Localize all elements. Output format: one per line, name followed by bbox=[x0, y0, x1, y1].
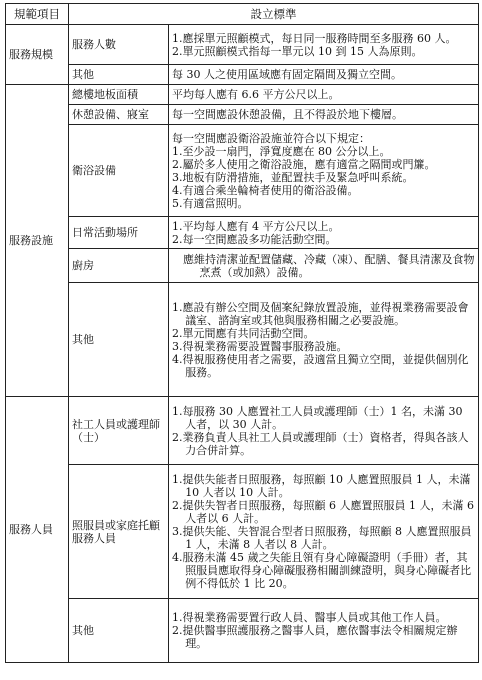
table-row bbox=[6, 249, 479, 283]
standard-cell bbox=[169, 599, 479, 663]
item-cell: 照服員或家庭托顧服務人員 bbox=[69, 465, 169, 599]
standard-line: 1.應採單元照顧模式，每日同一服務時間至多服務 60 人。 bbox=[172, 31, 457, 45]
standard-cell bbox=[169, 25, 479, 65]
standard-cell bbox=[169, 397, 479, 465]
standard-line: 應維持清潔並配置儲藏、冷藏（凍）、配膳、餐具清潔及食物烹煮（或加熱）設備。 bbox=[183, 252, 475, 279]
standard-line: 平均每人應有 6.6 平方公尺以上。 bbox=[172, 88, 340, 101]
header-standard: 設立標準 bbox=[69, 4, 479, 25]
table-row bbox=[6, 397, 479, 465]
category-cell: 服務人員 bbox=[6, 397, 69, 663]
standard-line: 2.屬於多人使用之衛浴設施，應有適當之隔間或門簾。 bbox=[172, 157, 436, 171]
item-cell: 其他 bbox=[69, 283, 169, 397]
table-row bbox=[6, 25, 479, 65]
item-cell: 其他 bbox=[69, 599, 169, 663]
standard-line: 1.平均每人應有 4 平方公尺以上。 bbox=[172, 219, 340, 233]
item-cell: 日常活動場所 bbox=[69, 217, 169, 249]
standard-line: 4.得視服務使用者之需要，設適當且獨立空間，並提供個別化服務。 bbox=[172, 352, 469, 379]
standard-cell bbox=[169, 217, 479, 249]
standard-line: 3.地板有防滑措施，並配置扶手及緊急呼叫系統。 bbox=[172, 170, 414, 184]
item-cell: 服務人數 bbox=[69, 25, 169, 65]
standard-line: 5.有適當照明。 bbox=[172, 196, 249, 210]
standard-line: 2.提供失智者日照服務，每照顧 6 人應置照服員 1 人，未滿 6 人者以 6 人計。 bbox=[172, 499, 474, 525]
table-row bbox=[6, 599, 479, 663]
standard-line: 4.服務未滿 45 歲之失能且領有身心障礙證明（手冊）者，其照服員應取得身心障礙服務相關訓練證明，與身心障礙者比例不得低於 1 比 20。 bbox=[172, 551, 472, 590]
category-cell: 服務設施 bbox=[6, 85, 69, 397]
standard-line: 2.業務負責人具社工人員或護理師（士）資格者，得與各該人力合併計算。 bbox=[172, 430, 469, 457]
standard-line: 每一空間應設休憩設備，且不得設於地下樓層。 bbox=[172, 108, 403, 121]
item-cell: 其他 bbox=[69, 65, 169, 85]
item-cell: 總樓地板面積 bbox=[69, 85, 169, 105]
standard-line: 4.有適合乘坐輪椅者使用的衛浴設備。 bbox=[172, 183, 359, 197]
standard-line: 每 30 人之使用區域應有固定隔間及獨立空間。 bbox=[172, 68, 402, 81]
standard-cell bbox=[169, 283, 479, 397]
item-cell: 社工人員或護理師（士） bbox=[69, 397, 169, 465]
standard-line: 1.提供失能者日照服務，每照顧 10 人應置照服員 1 人，未滿 10 人者以 10 人計。 bbox=[172, 473, 471, 499]
standard-line: 2.提供醫事照護服務之醫事人員，應依醫事法令相關規定辦理。 bbox=[172, 624, 458, 650]
table-row bbox=[6, 105, 479, 125]
standard-line: 3.得視業務需要設置醫事服務設施。 bbox=[172, 339, 348, 353]
standard-line: 1.得視業務需要置行政人員、醫事人員或其他工作人員。 bbox=[172, 611, 447, 624]
standard-cell bbox=[169, 65, 479, 85]
table-row bbox=[6, 465, 479, 599]
standard-cell bbox=[169, 105, 479, 125]
standard-line: 1.每服務 30 人應置社工人員或護理師（士）1 名，未滿 30 人者，以 30 人計。 bbox=[172, 404, 463, 431]
standard-line: 1.應設有辦公空間及個案紀錄放置設施，並得視業務需要設會議室、諮詢室或其他與服務相關之必要設施。 bbox=[172, 300, 469, 327]
table-row bbox=[6, 283, 479, 397]
table-row bbox=[6, 85, 479, 105]
table-header-row bbox=[6, 4, 479, 25]
standard-line: 3.提供失能、失智混合型者日照服務，每照顧 8 人應置照服員 1 人，未滿 8 人者以 8 人計。 bbox=[172, 525, 472, 551]
table-row bbox=[6, 217, 479, 249]
header-category: 規範項目 bbox=[6, 4, 69, 25]
item-cell: 休憩設備、寢室 bbox=[69, 105, 169, 125]
table-row bbox=[6, 125, 479, 217]
standard-line: 每一空間應設衛浴設施並符合以下規定： bbox=[172, 131, 370, 145]
category-cell: 服務規模 bbox=[6, 25, 69, 85]
standard-cell bbox=[169, 85, 479, 105]
standard-line: 1.至少設一扇門，淨寬度應在 80 公分以上。 bbox=[172, 144, 391, 158]
item-cell: 衛浴設備 bbox=[69, 125, 169, 217]
table-row bbox=[6, 65, 479, 85]
standards-table bbox=[5, 3, 479, 663]
standard-cell bbox=[169, 249, 479, 283]
standard-line: 2.單元照顧模式指每一單元以 10 到 15 人為原則。 bbox=[172, 44, 423, 58]
standard-cell bbox=[169, 465, 479, 599]
standard-line: 2.單元間應有共同活動空間。 bbox=[172, 326, 315, 340]
standard-cell bbox=[169, 125, 479, 217]
item-cell: 廚房 bbox=[69, 249, 169, 283]
standard-line: 2.每一空間應設多功能活動空間。 bbox=[172, 232, 337, 246]
